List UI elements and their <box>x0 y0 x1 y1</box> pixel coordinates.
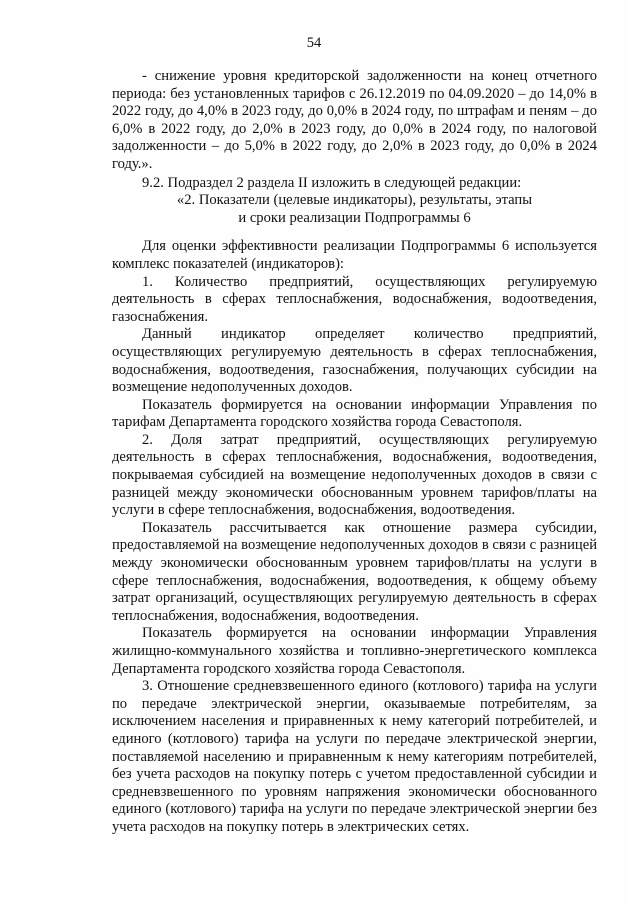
paragraph-indicator-1-description: Данный индикатор определяет количество предприятий, осуществляющих регулируемую деятельность в сферах теплоснабжения, водоснабжения, водоотведения, газоснабжения, получающих субсидии на возмещение недополученных доходов. <box>112 326 597 396</box>
paragraph-debt-reduction: - снижение уровня кредиторской задолженности на конец отчетного периода: без установленных тарифов с 26.12.2019 по 04.09.2020 – до 14,0% в 2022 году, до 4,0% в 2023 году, до 0,0% в 2024 году, по штрафам и пеням – до 6,0% в 2022 году, до 2,0% в 2023 году, до 0,0% в 2024 году, по налоговой задолженности – до 5,0% в 2022 году, до 2,0% в 2023 году, до 0,0% в 2024 году.». <box>112 68 597 172</box>
section-heading-line-1: «2. Показатели (целевые индикаторы), результаты, этапы <box>176 192 533 209</box>
paragraph-indicator-1: 1. Количество предприятий, осуществляющих регулируемую деятельность в сферах теплоснабжения, водоснабжения, водоотведения, газоснабжения. <box>112 273 597 325</box>
page-number: 54 <box>306 35 322 51</box>
paragraph-indicator-2-source: Показатель формируется на основании информации Управления жилищно-коммунального хозяйства и топливно-энергетического комплекса Департамента городского хозяйства города Севастополя. <box>112 625 597 677</box>
paragraph-indicator-2-calculation: Показатель рассчитывается как отношение размера субсидии, предоставляемой на возмещение недополученных доходов в связи с разницей между экономически обоснованным уровнем тарифов/платы на услуги в сфере теплоснабжения, водоснабжения, водоотведения, к общему объему затрат организаций, осуществляющих регулируемую деятельность в сферах теплоснабжения, водоснабжения, водоотведения. <box>112 519 597 624</box>
paragraph-subsection-instruction: 9.2. Подраздел 2 раздела II изложить в следующей редакции: <box>142 174 522 191</box>
spacer <box>112 227 597 238</box>
paragraph-indicator-2: 2. Доля затрат предприятий, осуществляющих регулируемую деятельность в сферах теплоснабжения, водоснабжения, водоотведения, покрываемая субсидией на возмещение недополученных доходов в связи с разницей между экономически обоснованным уровнем тарифов/платы на услуги в сфере теплоснабжения, водоснабжения, водоотведения. <box>112 431 597 519</box>
section-heading-line-2: и сроки реализации Подпрограммы 6 <box>238 209 471 226</box>
document-body <box>112 68 597 837</box>
paragraph-indicator-1-source: Показатель формируется на основании информации Управления по тарифам Департамента городского хозяйства города Севастополя. <box>112 396 597 431</box>
paragraph-indicators-intro: Для оценки эффективности реализации Подпрограммы 6 используется комплекс показателей (индикаторов): <box>112 238 597 272</box>
paragraph-indicator-3: 3. Отношение средневзвешенного единого (котлового) тарифа на услуги по передаче электрической энергии, оказываемые потребителям, за исключением населения и приравненных к нему категорий потребителей, и единого (котлового) тарифа на услуги по передаче электрической энергии, поставляемой населению и приравненным к нему категориям потребителей, без учета расходов на покупку потерь с учетом предоставленной субсидии и средневзвешенного по уровням напряжения экономически обоснованного единого (котлового) тарифа на услуги по передаче электрической энергии без учета расходов на покупку потерь в электрических сетях. <box>112 678 597 835</box>
